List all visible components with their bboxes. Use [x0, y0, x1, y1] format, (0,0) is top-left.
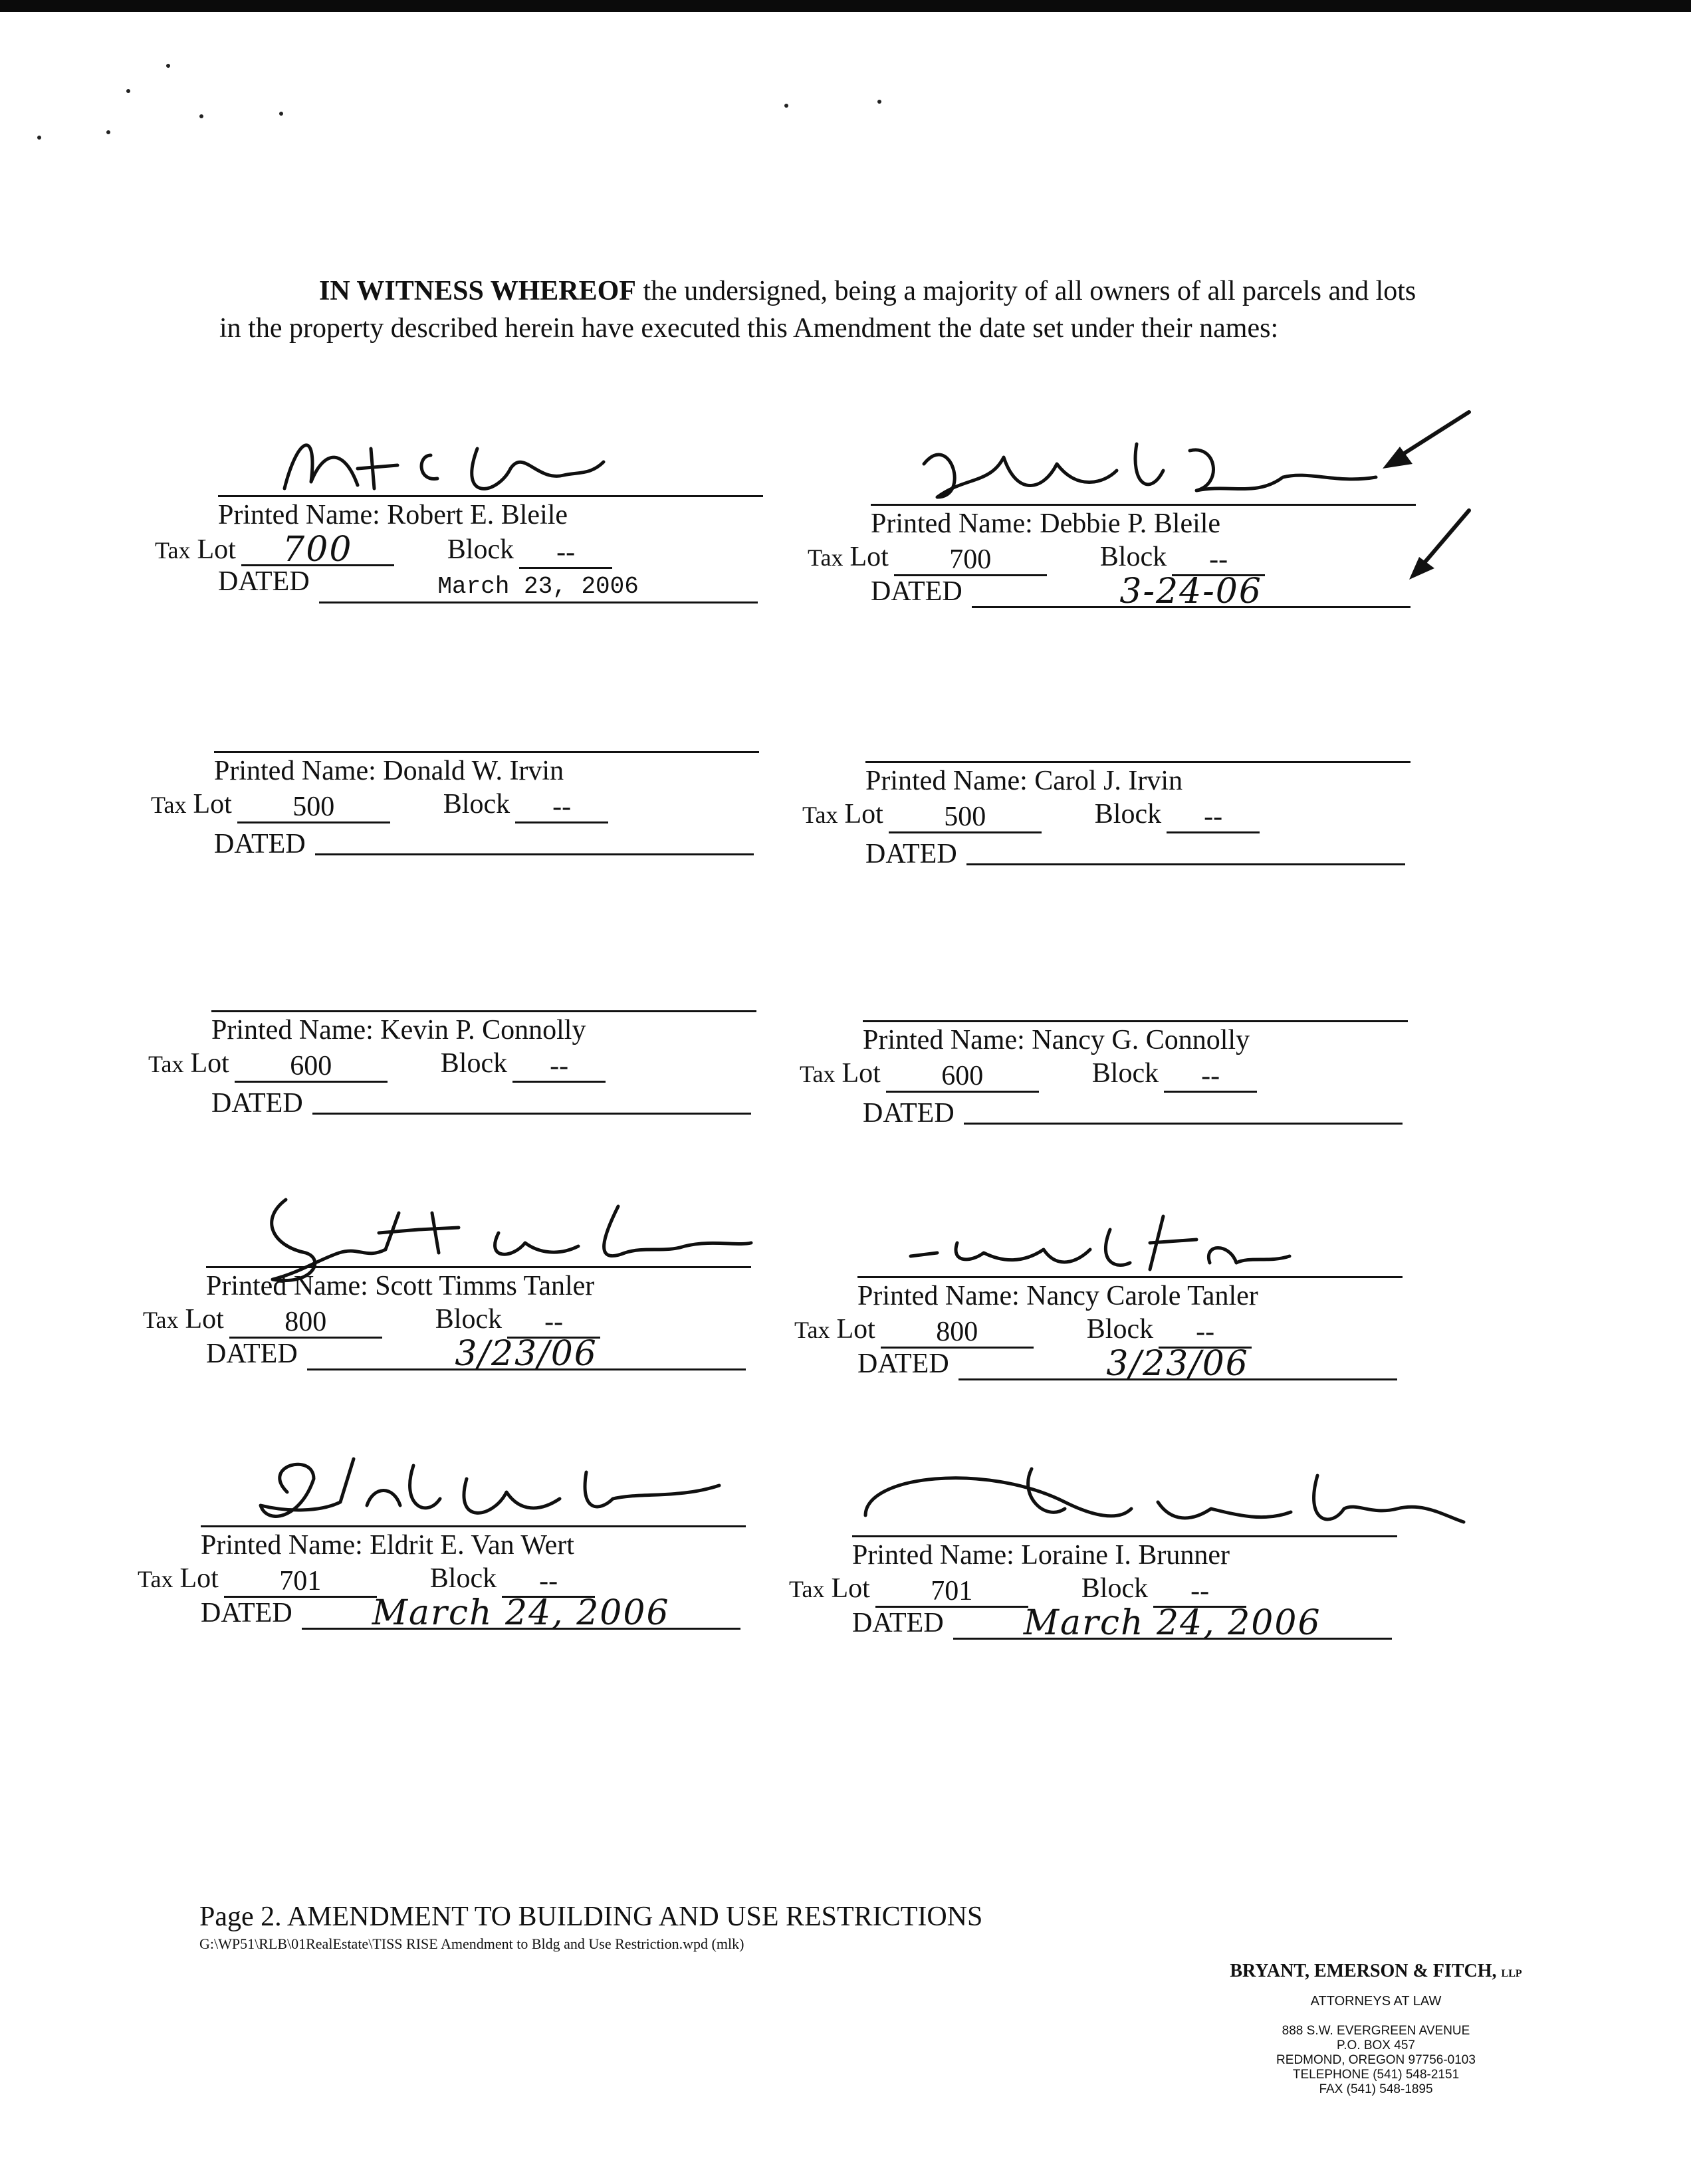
address-line: FAX (541) 548-1895 — [1319, 2082, 1433, 2096]
printed-name-label: Printed Name: — [857, 1281, 1027, 1311]
dated-label: DATED — [852, 1608, 944, 1638]
tax-lot-row — [143, 1303, 600, 1336]
dated-value — [315, 824, 754, 855]
printed-name-row — [863, 1024, 1250, 1056]
scan-speck — [37, 136, 41, 140]
scan-speck — [279, 112, 283, 116]
tax-label: Tax — [800, 1061, 836, 1087]
signature-block — [155, 495, 763, 695]
printed-name-row — [201, 1529, 574, 1561]
dated-row — [201, 1593, 740, 1633]
law-firm-block — [1190, 1961, 1562, 2097]
printed-name-row — [218, 499, 568, 531]
block-label: Block — [447, 534, 514, 565]
dated-label: DATED — [214, 829, 306, 859]
block-value: -- — [1172, 545, 1265, 576]
dated-value: 3-24-06 — [972, 577, 1410, 608]
block-label: Block — [429, 1563, 497, 1594]
printed-name-label: Printed Name: — [218, 500, 388, 530]
signature-line — [857, 1276, 1403, 1278]
dated-row — [863, 1091, 1403, 1129]
printed-name-value: Eldrit E. Van Wert — [370, 1530, 574, 1561]
address-line: TELEPHONE (541) 548-2151 — [1292, 2068, 1460, 2082]
signature-line — [211, 1010, 756, 1012]
lot-label: Lot — [842, 1058, 881, 1089]
printed-name-value: Robert E. Bleile — [387, 500, 568, 530]
dated-value: 3/23/06 — [958, 1349, 1397, 1380]
dated-value — [312, 1083, 751, 1115]
lot-value: 600 — [886, 1061, 1039, 1093]
lot-label: Lot — [836, 1314, 875, 1345]
dated-value: 3/23/06 — [307, 1339, 746, 1370]
block-label: Block — [435, 1304, 503, 1335]
printed-name-row — [211, 1014, 586, 1046]
firm-name — [1190, 1961, 1562, 1982]
signature-line — [852, 1535, 1397, 1537]
tax-lot-row — [789, 1573, 1246, 1605]
signature-line — [865, 761, 1410, 763]
lot-label: Lot — [844, 799, 883, 829]
firm-suffix: LLP — [1501, 1968, 1522, 1979]
block-value: -- — [1167, 802, 1260, 833]
signature-block — [143, 1266, 751, 1466]
signature-line — [863, 1020, 1408, 1022]
printed-name-label: Printed Name: — [863, 1025, 1032, 1055]
dated-label: DATED — [211, 1088, 303, 1119]
witness-heading: IN WITNESS WHEREOF — [319, 276, 636, 306]
printed-name-value: Scott Timms Tanler — [375, 1271, 595, 1301]
dated-label: DATED — [201, 1598, 292, 1628]
signature-line — [206, 1266, 751, 1268]
tax-label: Tax — [138, 1566, 173, 1592]
scan-top-border — [0, 0, 1691, 12]
dated-row — [214, 821, 754, 860]
scan-speck — [126, 89, 130, 93]
firm-address — [1190, 2024, 1562, 2097]
lot-label: Lot — [179, 1563, 219, 1594]
block-label: Block — [1081, 1573, 1149, 1604]
firm-name-text: BRYANT, EMERSON & FITCH, — [1230, 1961, 1497, 1981]
printed-name-label: Printed Name: — [211, 1015, 381, 1045]
printed-name-label: Printed Name: — [206, 1271, 376, 1301]
lot-label: Lot — [831, 1573, 870, 1604]
dated-label: DATED — [865, 839, 957, 869]
dated-row — [857, 1344, 1397, 1384]
printed-name-row — [857, 1280, 1258, 1312]
printed-name-row — [214, 755, 564, 787]
block-label: Block — [443, 789, 510, 819]
lot-label: Lot — [197, 534, 236, 565]
printed-name-row — [206, 1270, 594, 1302]
block-label: Block — [1094, 799, 1162, 829]
witness-text: the undersigned, being a majority of all owners of all parcels and lots in the property described herein have executed this Amendment the date set under their names: — [219, 276, 1416, 344]
lot-value: 800 — [229, 1307, 382, 1339]
scan-speck — [106, 130, 110, 134]
scan-speck — [877, 100, 881, 104]
lot-value: 500 — [237, 792, 390, 823]
printed-name-row — [865, 765, 1183, 797]
printed-name-value: Kevin P. Connolly — [380, 1015, 586, 1045]
printed-name-value: Carol J. Irvin — [1034, 766, 1183, 796]
block-value: -- — [1159, 1317, 1252, 1349]
printed-name-label: Printed Name: — [852, 1540, 1022, 1571]
lot-value: 600 — [235, 1051, 388, 1083]
printed-name-label: Printed Name: — [865, 766, 1035, 796]
printed-name-label: Printed Name: — [214, 756, 384, 786]
tax-lot-row — [802, 798, 1260, 831]
lot-value: 701 — [224, 1567, 377, 1598]
tax-label: Tax — [789, 1576, 825, 1602]
block-label: Block — [1086, 1314, 1154, 1345]
lot-label: Lot — [190, 1048, 229, 1079]
lot-value: 800 — [881, 1317, 1034, 1349]
printed-name-value: Debbie P. Bleile — [1040, 508, 1221, 539]
arrow-icon — [1403, 505, 1476, 585]
printed-name-value: Nancy Carole Tanler — [1026, 1281, 1258, 1311]
dated-label: DATED — [871, 576, 962, 607]
tax-label: Tax — [143, 1307, 179, 1333]
signature-block — [138, 1525, 746, 1725]
scan-speck — [166, 64, 170, 68]
lot-value: 700 — [241, 535, 394, 566]
block-value: -- — [502, 1567, 595, 1598]
printed-name-value: Loraine I. Brunner — [1021, 1540, 1230, 1571]
printed-name-label: Printed Name: — [871, 508, 1040, 539]
signature-block — [789, 1535, 1397, 1735]
lot-value: 701 — [875, 1577, 1028, 1608]
scan-speck — [784, 104, 788, 108]
dated-row — [865, 831, 1405, 870]
block-value: -- — [512, 1051, 606, 1083]
block-label: Block — [440, 1048, 508, 1079]
file-path: G:\WP51\RLB\01RealEstate\TISS RISE Amendment to Bldg and Use Restriction.wpd (mlk) — [199, 1935, 744, 1952]
tax-lot-row — [151, 788, 608, 821]
scan-speck — [199, 114, 203, 118]
lot-label: Lot — [185, 1304, 224, 1335]
signature-line — [201, 1525, 746, 1527]
lot-value: 500 — [889, 802, 1042, 833]
dated-label: DATED — [857, 1349, 949, 1379]
block-value: -- — [1153, 1577, 1246, 1608]
tax-lot-row — [155, 530, 612, 570]
printed-name-label: Printed Name: — [201, 1530, 370, 1561]
dated-label: DATED — [218, 566, 310, 597]
tax-lot-row — [138, 1563, 595, 1595]
dated-row — [871, 572, 1410, 611]
dated-value: March 24, 2006 — [302, 1598, 740, 1630]
printed-name-value: Donald W. Irvin — [383, 756, 564, 786]
signature-block — [794, 1276, 1403, 1475]
dated-row — [206, 1334, 746, 1374]
dated-row — [211, 1081, 751, 1119]
lot-value: 700 — [894, 545, 1047, 576]
dated-label: DATED — [863, 1098, 955, 1129]
address-line: 888 S.W. EVERGREEN AVENUE — [1282, 2024, 1470, 2038]
lot-label: Lot — [193, 789, 232, 819]
block-label: Block — [1099, 542, 1167, 572]
witness-paragraph — [219, 273, 1436, 347]
address-line: REDMOND, OREGON 97756-0103 — [1276, 2053, 1476, 2067]
tax-label: Tax — [802, 802, 838, 828]
dated-value: March 23, 2006 — [319, 572, 758, 603]
tax-label: Tax — [808, 544, 844, 571]
signature-block — [802, 761, 1410, 960]
block-value: -- — [507, 1307, 600, 1339]
dated-value: March 24, 2006 — [953, 1608, 1392, 1640]
signature-line — [871, 504, 1416, 506]
tax-lot-row — [800, 1057, 1257, 1090]
block-value: -- — [519, 538, 612, 569]
dated-value — [964, 1093, 1403, 1125]
printed-name-row — [871, 508, 1220, 540]
printed-name-value: Nancy G. Connolly — [1032, 1025, 1250, 1055]
block-value: -- — [515, 792, 608, 823]
dated-label: DATED — [206, 1339, 298, 1369]
tax-label: Tax — [151, 792, 187, 818]
address-line: P.O. BOX 457 — [1337, 2038, 1415, 2052]
lot-label: Lot — [849, 542, 889, 572]
tax-lot-row — [794, 1313, 1252, 1346]
page-title: Page 2. AMENDMENT TO BUILDING AND USE RESTRICTIONS — [199, 1902, 983, 1932]
firm-subtitle: ATTORNEYS AT LAW — [1310, 1994, 1442, 2009]
printed-name-row — [852, 1539, 1230, 1571]
signature-line — [214, 751, 759, 753]
signature-block — [151, 751, 759, 950]
dated-value — [966, 834, 1405, 865]
block-label: Block — [1091, 1058, 1159, 1089]
page-footer — [199, 1901, 982, 1953]
block-value: -- — [1164, 1061, 1257, 1093]
tax-label: Tax — [155, 537, 191, 564]
signature-line — [218, 495, 763, 497]
tax-label: Tax — [148, 1051, 184, 1077]
signature-block — [808, 504, 1416, 703]
arrow-icon — [1376, 405, 1476, 479]
dated-row — [852, 1603, 1392, 1643]
dated-row — [218, 566, 758, 601]
tax-label: Tax — [794, 1317, 830, 1343]
tax-lot-row — [148, 1047, 606, 1080]
tax-lot-row — [808, 541, 1265, 574]
